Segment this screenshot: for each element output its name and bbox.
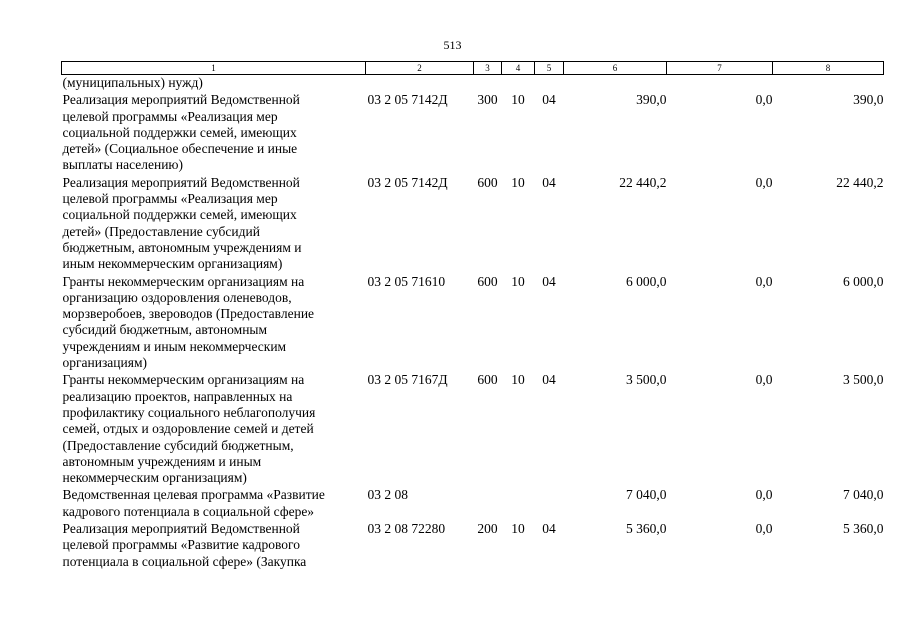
description-line: выплаты населению) bbox=[62, 157, 184, 173]
row-description bbox=[62, 486, 366, 520]
row-vr bbox=[474, 486, 502, 520]
description-line: Реализация мероприятий Ведомственной bbox=[62, 521, 300, 537]
row-vr: 600 bbox=[477, 273, 498, 289]
header-row bbox=[62, 62, 884, 75]
description-line: целевой программы «Развитие кадрового bbox=[62, 537, 300, 553]
row-col7: 0,0 bbox=[755, 372, 773, 388]
row-description bbox=[62, 520, 366, 570]
table-row bbox=[62, 273, 884, 372]
row-description bbox=[62, 174, 366, 273]
row-col6: 7 040,0 bbox=[626, 487, 667, 503]
row-col6: 22 440,2 bbox=[619, 174, 667, 190]
description-line: целевой программы «Реализация мер bbox=[62, 191, 278, 207]
description-line: бюджетным, автономным учреждениям и bbox=[62, 239, 302, 255]
description-line: потенциала в социальной сфере» (Закупка bbox=[62, 553, 307, 569]
row-vr: 600 bbox=[477, 372, 498, 388]
page-number: 513 bbox=[443, 38, 462, 52]
column-header: 3 bbox=[474, 62, 502, 75]
row-vr: 300 bbox=[477, 92, 498, 108]
description-line: организациям) bbox=[62, 355, 148, 371]
row-pr: 04 bbox=[542, 521, 556, 537]
row-pr: 04 bbox=[542, 273, 556, 289]
continuation-text: (муниципальных) нужд) bbox=[62, 75, 203, 90]
row-pr: 04 bbox=[542, 372, 556, 388]
row-code: 03 2 05 71610 bbox=[367, 273, 446, 289]
row-col8: 6 000,0 bbox=[843, 273, 884, 289]
description-line: автономным учреждениям и иным bbox=[62, 453, 262, 469]
row-pr: 04 bbox=[542, 174, 556, 190]
column-header: 6 bbox=[564, 62, 667, 75]
row-rz bbox=[502, 486, 535, 520]
row-description bbox=[62, 273, 366, 372]
column-header: 5 bbox=[535, 62, 564, 75]
description-line: Гранты некоммерческим организациям на bbox=[62, 372, 305, 388]
description-line: некоммерческим организациям) bbox=[62, 470, 247, 486]
description-line: организацию оздоровления оленеводов, bbox=[62, 289, 292, 305]
description-line: учреждениям и иным некоммерческим bbox=[62, 338, 287, 354]
description-line: субсидий бюджетным, автономным bbox=[62, 322, 268, 338]
description-line: морзверобоев, звероводов (Предоставление bbox=[62, 306, 315, 322]
row-col7: 0,0 bbox=[755, 273, 773, 289]
description-line: Гранты некоммерческим организациям на bbox=[62, 273, 305, 289]
row-col6: 5 360,0 bbox=[626, 521, 667, 537]
column-header: 7 bbox=[667, 62, 773, 75]
row-code: 03 2 08 72280 bbox=[367, 521, 446, 537]
description-line: реализацию проектов, направленных на bbox=[62, 388, 293, 404]
row-rz: 10 bbox=[511, 92, 525, 108]
description-line: детей» (Предоставление субсидий bbox=[62, 223, 260, 239]
description-line: Ведомственная целевая программа «Развитие bbox=[62, 487, 325, 503]
row-code: 03 2 05 7167Д bbox=[367, 372, 448, 388]
description-line: Реализация мероприятий Ведомственной bbox=[62, 92, 300, 108]
row-description bbox=[62, 91, 366, 173]
row-pr bbox=[535, 486, 564, 520]
table-row bbox=[62, 91, 884, 173]
description-line: (Предоставление субсидий бюджетным, bbox=[62, 437, 294, 453]
row-description bbox=[62, 371, 366, 486]
row-col7: 0,0 bbox=[755, 92, 773, 108]
description-line: целевой программы «Реализация мер bbox=[62, 108, 278, 124]
row-vr: 200 bbox=[477, 521, 498, 537]
column-header: 2 bbox=[366, 62, 474, 75]
row-col6: 6 000,0 bbox=[626, 273, 667, 289]
column-header: 1 bbox=[62, 62, 366, 75]
row-col6: 390,0 bbox=[636, 92, 667, 108]
table-row bbox=[62, 371, 884, 486]
description-line: профилактику социального неблагополучия bbox=[62, 404, 316, 420]
table-row bbox=[62, 174, 884, 273]
row-col7: 0,0 bbox=[755, 174, 773, 190]
row-pr: 04 bbox=[542, 92, 556, 108]
row-rz: 10 bbox=[511, 273, 525, 289]
row-col8: 22 440,2 bbox=[836, 174, 884, 190]
row-col6: 3 500,0 bbox=[626, 372, 667, 388]
row-col7: 0,0 bbox=[755, 487, 773, 503]
row-rz: 10 bbox=[511, 174, 525, 190]
description-line: детей» (Социальное обеспечение и иные bbox=[62, 141, 298, 157]
row-col8: 3 500,0 bbox=[843, 372, 884, 388]
table-row bbox=[62, 520, 884, 570]
description-line: социальной поддержки семей, имеющих bbox=[62, 207, 297, 223]
description-line: социальной поддержки семей, имеющих bbox=[62, 124, 297, 140]
description-line: семей, отдых и оздоровление семей и детей bbox=[62, 421, 314, 437]
row-col8: 390,0 bbox=[853, 92, 884, 108]
description-line: иным некоммерческим организациям) bbox=[62, 256, 283, 272]
description-line: кадрового потенциала в социальной сфере» bbox=[62, 503, 315, 519]
row-col7: 0,0 bbox=[755, 521, 773, 537]
row-rz: 10 bbox=[511, 521, 525, 537]
row-code: 03 2 05 7142Д bbox=[367, 174, 448, 190]
row-code: 03 2 08 bbox=[367, 487, 408, 503]
row-code: 03 2 05 7142Д bbox=[367, 92, 448, 108]
row-rz: 10 bbox=[511, 372, 525, 388]
row-col8: 7 040,0 bbox=[843, 487, 884, 503]
budget-table bbox=[61, 61, 884, 570]
continuation-row bbox=[62, 75, 884, 92]
column-header: 4 bbox=[502, 62, 535, 75]
table-row bbox=[62, 486, 884, 520]
description-line: Реализация мероприятий Ведомственной bbox=[62, 174, 300, 190]
row-col8: 5 360,0 bbox=[843, 521, 884, 537]
column-header: 8 bbox=[773, 62, 884, 75]
row-vr: 600 bbox=[477, 174, 498, 190]
